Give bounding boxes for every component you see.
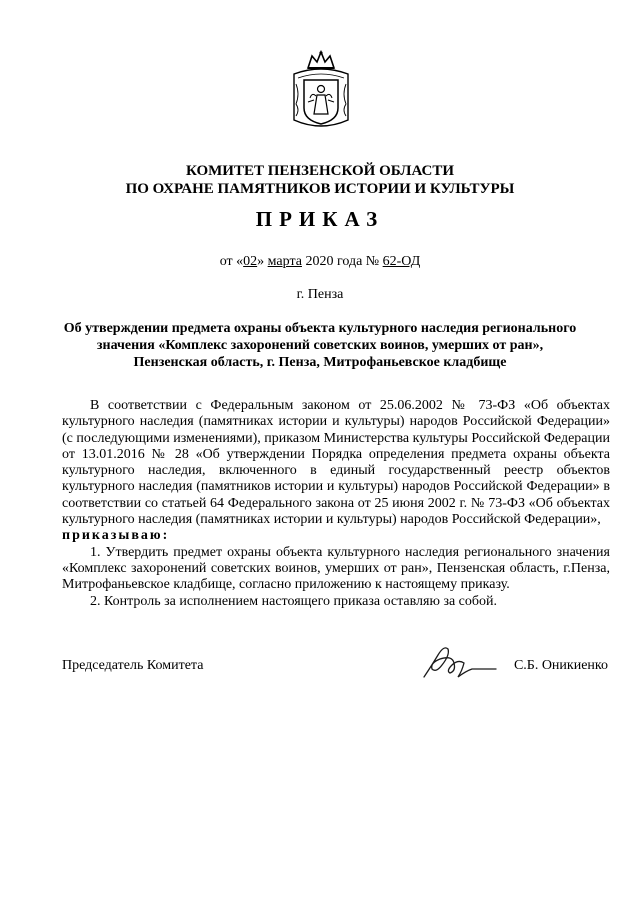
signatory-title: Председатель Комитета bbox=[62, 658, 204, 673]
order-date-number bbox=[0, 254, 640, 270]
order-item-2: 2. Контроль за исполнением настоящего приказа оставляю за собой. bbox=[90, 593, 498, 609]
order-number: 62-ОД bbox=[382, 254, 421, 269]
coat-of-arms-icon bbox=[290, 50, 352, 130]
date-mid: » bbox=[257, 254, 268, 269]
order-day: 02 bbox=[243, 254, 258, 269]
subject-line3: Пензенская область, г. Пенза, Митрофаньевское кладбище bbox=[133, 355, 507, 370]
order-month: марта bbox=[267, 254, 302, 269]
subject-line2: значения «Комплекс захоронений советских воинов, умерших от ран», bbox=[96, 338, 544, 353]
order-year: 2020 года № bbox=[301, 254, 383, 269]
document-type-title: ПРИКАЗ bbox=[255, 207, 385, 231]
orders-keyword: приказываю: bbox=[62, 528, 170, 544]
subject-line1: Об утверждении предмета охраны объекта культурного наследия регионального bbox=[63, 321, 577, 336]
organization-name-line1: КОМИТЕТ ПЕНЗЕНСКОЙ ОБЛАСТИ bbox=[185, 163, 455, 179]
order-item-1: 1. Утвердить предмет охраны объекта культурного наследия регионального значения «Комплекс захоронений советских воинов, умерших от ран», Пензенская область, г.Пенза, Митрофаньевское кладбище, согласно приложению к настоящему приказу. bbox=[62, 544, 610, 593]
organization-name-line2: ПО ОХРАНЕ ПАМЯТНИКОВ ИСТОРИИ И КУЛЬТУРЫ bbox=[125, 181, 515, 197]
order-subject bbox=[60, 320, 580, 371]
date-prefix: от « bbox=[219, 254, 244, 269]
preamble-paragraph: В соответствии с Федеральным законом от 25.06.2002 № 73-ФЗ «Об объектах культурного наследия (памятниках истории и культуры) народов Российской Федерации» (с последующими изменениями), приказом Министерства культуры Российской Федерации от 13.01.2016 № 28 «Об утверждении Порядка определения предмета охраны объекта культурного наследия, включенного в единый государственный реестр объектов культурного наследия (памятников истории и культуры) народов Российской Федерации» в соответствии со статьей 64 Федерального закона от 25 июня 2002 г. № 73-ФЗ «Об объектах культурного наследия (памятниках истории и культуры) народов Российской Федерации», bbox=[62, 398, 610, 528]
order-body bbox=[62, 398, 610, 610]
handwritten-signature-icon bbox=[418, 641, 502, 683]
signatory-name: С.Б. Оникиенко bbox=[513, 658, 608, 673]
issue-city: г. Пенза bbox=[296, 287, 344, 302]
